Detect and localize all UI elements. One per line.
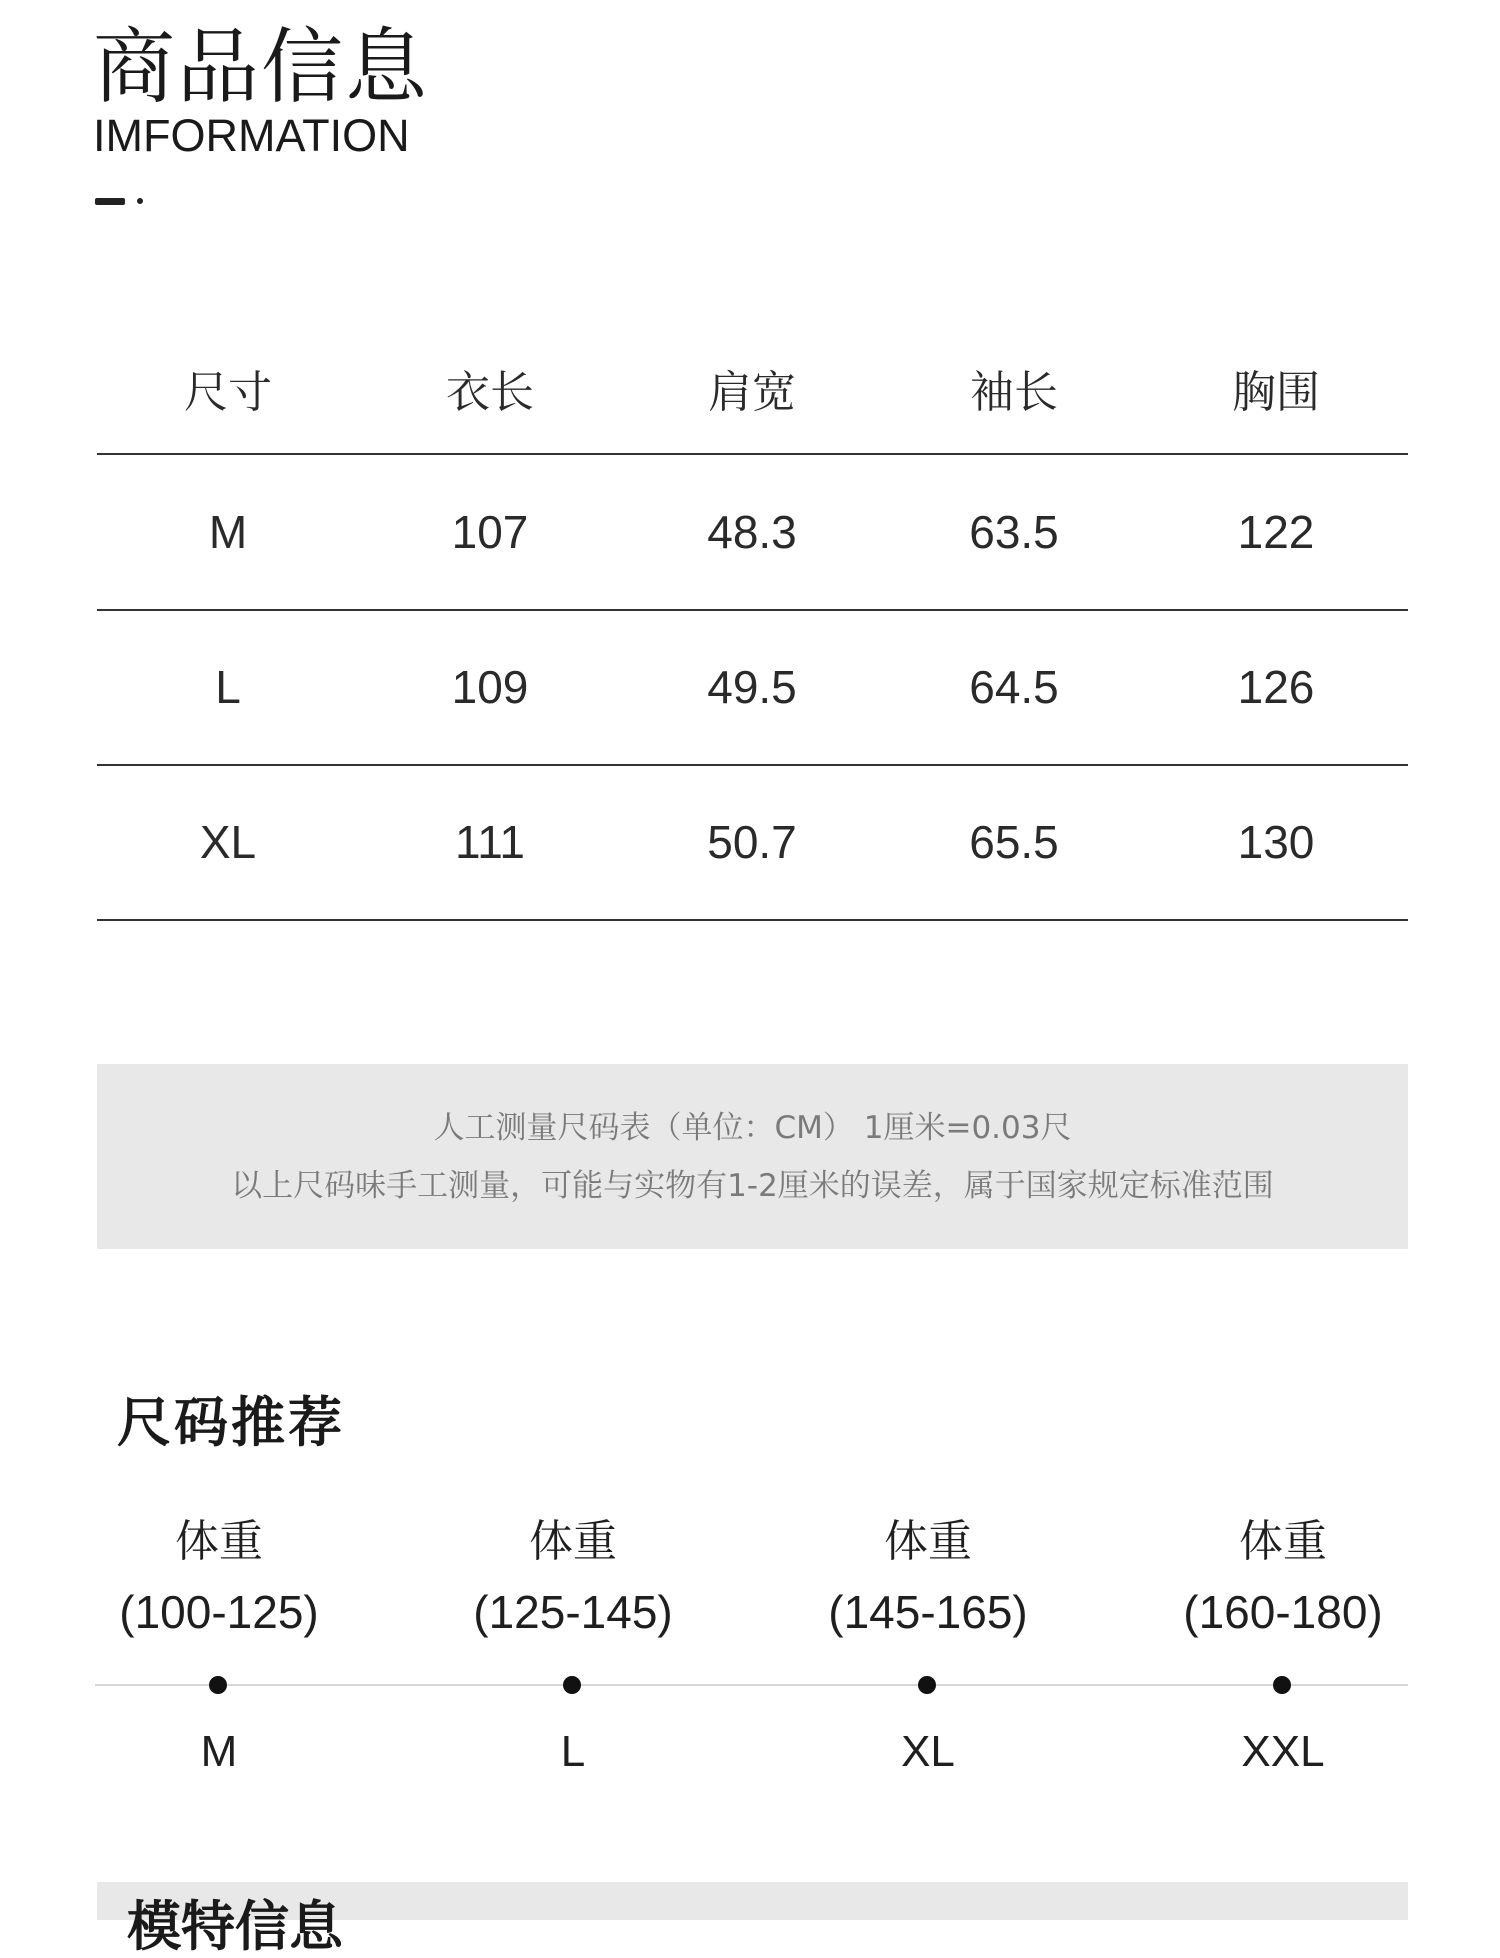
table-header-row	[97, 322, 1408, 454]
table-cell: 65.5	[969, 815, 1059, 868]
column-header-sleeve: 袖长	[970, 367, 1058, 418]
size-table	[97, 322, 1408, 919]
table-cell: 122	[1237, 505, 1315, 558]
title-underline-dot	[137, 198, 143, 204]
measurement-note	[97, 1064, 1408, 1249]
recommended-size: M	[200, 1727, 238, 1776]
scale-marker-dot	[563, 1676, 581, 1694]
recommended-size: XL	[901, 1727, 955, 1776]
table-cell: 48.3	[707, 505, 797, 558]
page-subtitle: IMFORMATION	[93, 110, 410, 161]
column-header-size: 尺寸	[184, 367, 272, 418]
weight-range: (125-145)	[473, 1586, 673, 1638]
table-row	[97, 764, 1408, 919]
table-cell: 130	[1237, 815, 1315, 868]
weight-label: 体重	[884, 1516, 972, 1567]
table-cell: L	[215, 660, 241, 713]
size-recommend-title: 尺码推荐	[117, 1391, 345, 1454]
size-recommend-scale	[95, 1505, 1408, 1805]
table-cell: 107	[451, 505, 529, 558]
table-cell: 50.7	[707, 815, 797, 868]
table-cell: 109	[451, 660, 529, 713]
title-underline-dash	[95, 198, 125, 205]
table-cell: 64.5	[969, 660, 1059, 713]
scale-marker-dot	[209, 1676, 227, 1694]
weight-label: 体重	[529, 1516, 617, 1567]
table-divider	[97, 919, 1408, 921]
scale-marker-dot	[918, 1676, 936, 1694]
table-row	[97, 609, 1408, 764]
table-cell: 49.5	[707, 660, 797, 713]
table-cell: 63.5	[969, 505, 1059, 558]
weight-range: (145-165)	[828, 1586, 1028, 1638]
weight-range: (100-125)	[119, 1586, 319, 1638]
column-header-chest: 胸围	[1232, 367, 1320, 418]
model-info-title: 模特信息	[127, 1895, 343, 1958]
weight-label: 体重	[1239, 1516, 1327, 1567]
recommended-size: XXL	[1241, 1727, 1325, 1776]
scale-marker-dot	[1273, 1676, 1291, 1694]
table-row	[97, 454, 1408, 609]
table-cell: XL	[199, 815, 257, 868]
weight-range: (160-180)	[1183, 1586, 1383, 1638]
weight-label: 体重	[175, 1516, 263, 1567]
page-title: 商品信息	[93, 20, 430, 115]
table-cell: 111	[455, 815, 525, 868]
scale-line	[95, 1684, 1408, 1686]
model-info-section	[97, 1882, 1408, 1958]
recommended-size: L	[560, 1727, 586, 1776]
note-line-unit: 人工测量尺码表（单位：CM） 1厘米=0.03尺	[433, 1110, 1072, 1146]
note-line-disclaimer: 以上尺码味手工测量，可能与实物有1-2厘米的误差，属于国家规定标准范围	[231, 1168, 1274, 1204]
column-header-shoulder: 肩宽	[708, 367, 796, 418]
table-cell: 126	[1237, 660, 1315, 713]
column-header-length: 衣长	[446, 367, 534, 418]
table-cell: M	[208, 505, 248, 558]
